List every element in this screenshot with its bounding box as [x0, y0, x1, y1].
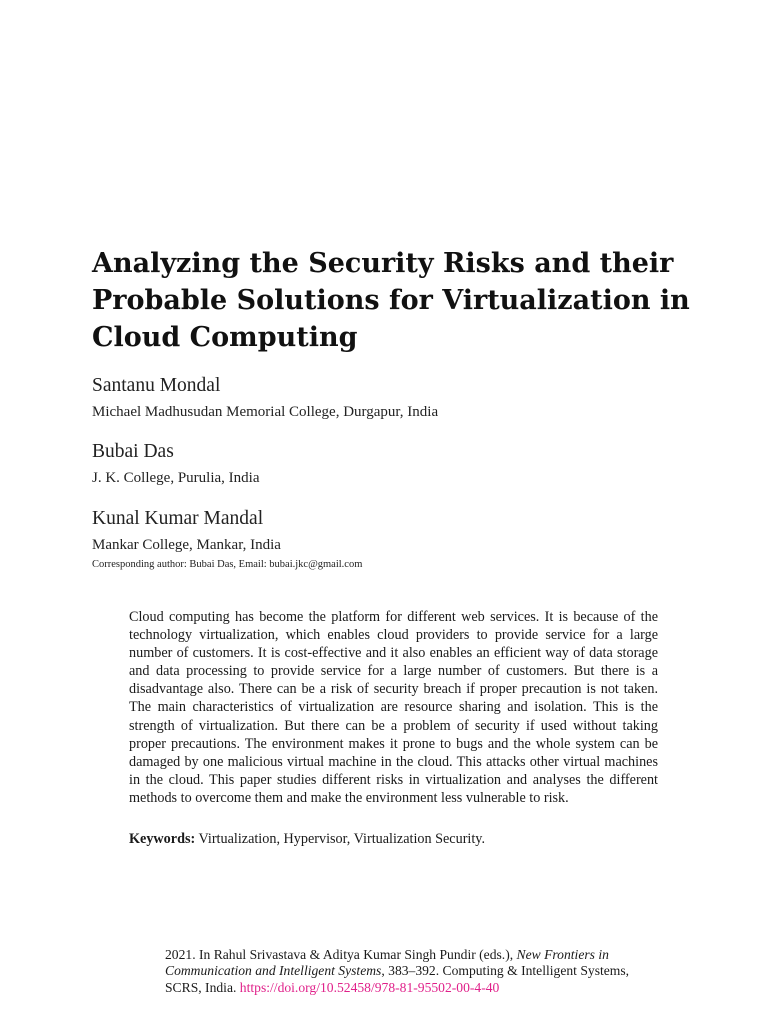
keywords-line: [129, 830, 658, 848]
title-line: Probable Solutions for Virtualization in: [92, 285, 690, 316]
keywords-label: Keywords:: [129, 831, 196, 847]
citation-prefix: 2021. In Rahul Srivastava & Aditya Kumar Singh Pundir (eds.),: [165, 947, 514, 962]
citation-suffix: , 383–392. Computing & Intelligent Systems, SCRS, India.: [165, 963, 630, 995]
title-line: Cloud Computing: [92, 322, 358, 353]
corresponding-author-note: Corresponding author: Bubai Das, Email: bubai.jkc@gmail.com: [92, 559, 363, 570]
abstract-text: Cloud computing has become the platform for different web services. It is because of the technology virtualization, which enables cloud providers to provide service for a large number of customers. It is cost-effective and it also enables an efficient way of data storage and data processing to provide service for a large number of customers. But there is a disadvantage also. There can be a risk of security breach if proper precaution is not taken. The main characteristics of virtualization are resource sharing and isolation. This is the strength of virtualization. But there can be a problem of security if used without taking proper precautions. The environment makes it prone to bugs and the whole system can be damaged by one malicious virtual machine in the cloud. This attacks other virtual machines in the cloud. This paper studies different risks in virtualization and analyses the different methods to overcome them and make the environment less vulnerable to risk.: [129, 609, 658, 806]
title-line: Analyzing the Security Risks and their: [92, 248, 674, 279]
doi-link[interactable]: https://doi.org/10.52458/978-81-95502-00-4-40: [239, 979, 500, 995]
author-name: Santanu Mondal: [92, 375, 221, 396]
author-name: Bubai Das: [92, 441, 174, 462]
author-affiliation: J. K. College, Purulia, India: [92, 470, 260, 486]
citation-book-title: New Frontiers in Communication and Intelligent Systems: [165, 947, 609, 979]
author-block-1: [92, 374, 438, 422]
keywords-text: Virtualization, Hypervisor, Virtualization Security.: [198, 831, 486, 847]
paper-title: [92, 245, 692, 356]
author-block-2: [92, 440, 259, 488]
citation-footer: [165, 947, 665, 996]
author-name: Kunal Kumar Mandal: [92, 508, 264, 529]
author-affiliation: Mankar College, Mankar, India: [92, 537, 281, 553]
author-affiliation: Michael Madhusudan Memorial College, Durgapur, India: [92, 404, 439, 420]
author-block-3: [92, 507, 281, 555]
